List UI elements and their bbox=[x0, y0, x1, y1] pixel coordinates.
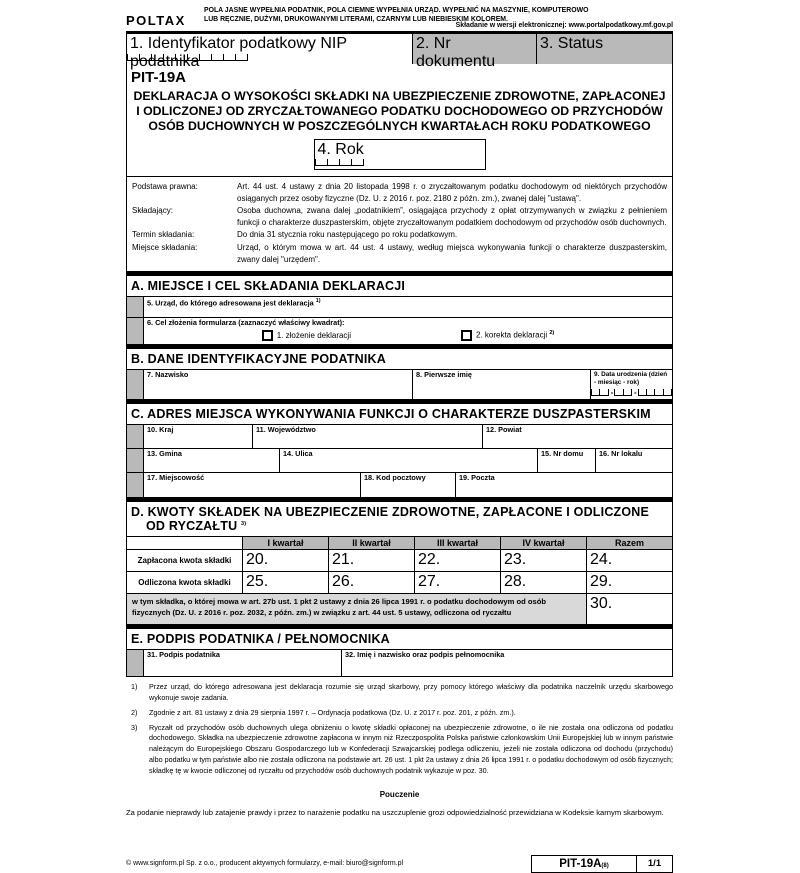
field-19-poczta[interactable] bbox=[455, 473, 672, 497]
field-6-options bbox=[147, 330, 669, 341]
field-28[interactable] bbox=[500, 572, 586, 593]
field-10-label: 10. Kraj bbox=[147, 425, 174, 435]
section-c-gray-stub bbox=[127, 449, 144, 472]
rok-field-wrap bbox=[127, 139, 672, 170]
status-field bbox=[536, 34, 672, 64]
checkbox-korekta-label: 2. korekta deklaracji $^{2)}$ bbox=[475, 330, 555, 340]
address-row-1 bbox=[127, 424, 672, 448]
field-14-ulica[interactable] bbox=[279, 449, 537, 472]
rok-field-label: 4. Rok bbox=[317, 141, 364, 158]
footnote-1-text: Przez urząd, do którego adresowana jest deklaracja rozumie się urząd skarbowy, przy pomocy którego właściwy dla podatnika naczelnik urzędu skarbowego wykonuje swoje zadania. bbox=[149, 682, 673, 702]
declaration-title-line2: I ODLICZONEJ OD ZRYCZAŁTOWANEGO PODATKU DOCHODOWEGO OD PRZYCHODÓW bbox=[136, 104, 663, 118]
field-21-number: 21. bbox=[332, 551, 355, 569]
footer-page-indicator: 1/1 bbox=[636, 856, 672, 872]
footnote-ref-1: 1) bbox=[315, 298, 321, 305]
option-korekta-deklaracji[interactable] bbox=[461, 330, 554, 341]
field-25-number: 25. bbox=[246, 573, 269, 591]
field-12-label: 12. Powiat bbox=[486, 425, 522, 435]
comb-cell bbox=[623, 389, 632, 396]
comb-separator: - bbox=[610, 388, 614, 398]
field-18-kod-pocztowy[interactable] bbox=[360, 473, 455, 497]
nip-field-label: 1. Identyfikator podatkowy NIP podatnika bbox=[130, 35, 347, 70]
field-22[interactable] bbox=[414, 550, 500, 571]
field-27-number: 27. bbox=[418, 573, 441, 591]
nip-comb-input[interactable] bbox=[127, 54, 412, 61]
field-10-kraj[interactable] bbox=[144, 425, 252, 448]
legal-desc: Do dnia 31 stycznia roku następującego po roku podatkowym. bbox=[237, 230, 458, 240]
declaration-title bbox=[127, 89, 672, 134]
field-13-label: 13. Gmina bbox=[147, 449, 182, 459]
field-5-label: 5. Urząd, do którego adresowana jest deklaracja $^{1)}$ bbox=[147, 298, 321, 308]
field-9-data-urodzenia[interactable] bbox=[590, 370, 672, 399]
section-c-heading: C. ADRES MIEJSCA WYKONYWANIA FUNKCJI O CHARAKTERZE DUSZPASTERSKIM bbox=[131, 407, 651, 422]
field-27[interactable] bbox=[414, 572, 500, 593]
field-7-8-9-row bbox=[127, 369, 672, 399]
field-9-label: 9. Data urodzenia (dzień - miesiąc - rok) bbox=[594, 371, 668, 386]
section-a-gray-stub bbox=[127, 318, 144, 344]
field-23-number: 23. bbox=[504, 551, 527, 569]
legal-desc: Urząd, o którym mowa w art. 44 ust. 4 ustawy, według miejsca wykonywania funkcji o charakterze duszpasterskim, zwany dalej "urzędem". bbox=[237, 242, 667, 264]
section-a-heading: A. MIEJSCE I CEL SKŁADANIA DEKLARACJI bbox=[131, 279, 406, 294]
field-26-number: 26. bbox=[332, 573, 355, 591]
footnote-3-text: Ryczałt od przychodów osób duchownych ulega obniżeniu o kwotę składki opłaconej na ubezpieczenie zdrowotne, o ile nie została ona odliczona od podatku dochodowego. Składka na ubezpieczenie zdrowotne zapłacona w innym niż Rzeczpospolita Polska państwie członkowskim Unii Europejskiej lub w innym państwie należącym do Europejskiego Obszaru Gospodarczego lub w Konfederacji Szwajcarskiej podlega odliczeniu, jeżeli nie została odliczona od dochodu (przychodu) albo podatku w tym państwie albo nie została odliczona na podstawie art. 26 ust. 1 pkt 2a ustawy z dnia 26 lipca 1991 r. o podatku dochodowym od osób fizycznych; składkę tę w kwocie odliczonej od ryczałtu od przychodów osób duchownych podatnik wykazuje w poz. 30. bbox=[149, 722, 673, 775]
field-19-label: 19. Poczta bbox=[459, 473, 495, 483]
form-bordered-body bbox=[126, 34, 673, 677]
field-24[interactable] bbox=[586, 550, 672, 571]
declaration-title-line1: DEKLARACJA O WYSOKOŚCI SKŁADKI NA UBEZPIECZENIE ZDROWOTNE, ZAPŁACONEJ bbox=[133, 89, 666, 103]
footnote-ref-3: 3) bbox=[241, 521, 247, 527]
birthdate-comb-input[interactable] bbox=[591, 389, 672, 396]
footer-form-version: (8) bbox=[601, 862, 609, 869]
field-30-description: w tym składka, o której mowa w art. 27b ust. 1 pkt 2 ustawy z dnia 26 lipca 1991 r. o podatku dochodowym od osób fizycznych (Dz. U. z 2016 r. poz. 2032, z późn. zm.) w związku z art. 44 ust. 5 ustawy, odliczona od ryczałtu bbox=[127, 594, 586, 624]
form-code-title: PIT-19A bbox=[131, 69, 187, 86]
legal-info-block bbox=[127, 176, 672, 271]
comb-cell bbox=[599, 389, 608, 396]
field-23[interactable] bbox=[500, 550, 586, 571]
legal-term: Miejsce składania: bbox=[132, 242, 198, 252]
col-header-q2: II kwartał bbox=[328, 537, 414, 549]
rok-field[interactable] bbox=[314, 139, 486, 170]
zaplacona-row-label: Zapłacona kwota składki bbox=[137, 556, 232, 566]
odliczona-row-label: Odliczona kwota składki bbox=[138, 578, 231, 588]
field-13-gmina[interactable] bbox=[144, 449, 279, 472]
page-footer bbox=[126, 855, 673, 873]
section-e-gray-stub bbox=[127, 650, 144, 676]
footnote-3 bbox=[126, 723, 673, 777]
footnote-ref-2: 2) bbox=[549, 330, 555, 337]
field-11-wojewodztwo[interactable] bbox=[252, 425, 482, 448]
legal-desc: Osoba duchowna, zwana dalej „podatnikiem”, osiągająca przychody z opłat otrzymywanych w związku z pełnieniem funkcji o charakterze duszpasterskim, objęte zryczałtowanym podatkiem dochodowym od przychodów osób duchownych. bbox=[237, 206, 667, 227]
field-12-powiat[interactable] bbox=[482, 425, 672, 448]
poltax-logo: POLTAX bbox=[126, 13, 186, 28]
col-header-q3: III kwartał bbox=[414, 537, 500, 549]
field-8-imie[interactable] bbox=[412, 370, 590, 399]
field-25[interactable] bbox=[242, 572, 328, 593]
field-30[interactable] bbox=[586, 594, 672, 624]
section-b-gray-stub bbox=[127, 370, 144, 399]
section-b-heading: B. DANE IDENTYFIKACYJNE PODATNIKA bbox=[131, 352, 386, 367]
document-number-label: 2. Nr dokumentu bbox=[416, 35, 496, 70]
checkbox-zlozenie-label: 1. złożenie deklaracji bbox=[276, 330, 351, 340]
field-21[interactable] bbox=[328, 550, 414, 571]
section-c-gray-stub bbox=[127, 425, 144, 448]
footnote-1 bbox=[126, 682, 673, 704]
field-32-podpis-pelnomocnika[interactable] bbox=[341, 650, 672, 676]
field-11-label: 11. Województwo bbox=[256, 425, 316, 435]
field-6-row bbox=[127, 317, 672, 344]
rok-comb-input[interactable] bbox=[315, 159, 485, 166]
legal-term: Termin składania: bbox=[132, 230, 195, 240]
document-number-field bbox=[412, 34, 536, 70]
footer-form-code: PIT-19A(8) bbox=[559, 857, 609, 870]
section-d-heading-line2: OD RYCZAŁTU $^{3)}$ bbox=[146, 519, 247, 534]
form-body bbox=[126, 7, 673, 873]
checkbox-zlozenie-icon[interactable] bbox=[262, 330, 273, 341]
field-8-label: 8. Pierwsze imię bbox=[416, 370, 472, 380]
footnote-3-marker: 3) bbox=[131, 722, 138, 732]
field-6-cel bbox=[144, 318, 672, 344]
filling-instructions: POLA JASNE WYPEŁNIA PODATNIK, POLA CIEMNE WYPEŁNIA URZĄD. WYPEŁNIĆ NA MASZYNIE, KOMPUTEROWO LUB RĘCZNIE, DUŻYMI, DRUKOWANYMI LITERAMI, CZARNYM LUB NIEBIESKIM KOLOREM. bbox=[204, 7, 589, 23]
field-14-label: 14. Ulica bbox=[283, 449, 313, 459]
field-16-nr-lokalu[interactable] bbox=[595, 449, 672, 472]
field-20[interactable] bbox=[242, 550, 328, 571]
field-15-label: 15. Nr domu bbox=[541, 449, 584, 459]
pouczenie-text: Za podanie nieprawdy lub zatajenie prawdy i przez to narażenie podatku na uszczuplenie grozi odpowiedzialność przewidziana w Kodeksie karnym skarbowym. bbox=[126, 807, 664, 817]
checkbox-korekta-icon[interactable] bbox=[461, 330, 472, 341]
odliczona-row bbox=[127, 571, 672, 593]
field-22-number: 22. bbox=[418, 551, 441, 569]
field-29[interactable] bbox=[586, 572, 672, 593]
field-17-miejscowosc[interactable] bbox=[144, 473, 360, 497]
field-7-nazwisko[interactable] bbox=[144, 370, 412, 399]
legal-row-miejsce bbox=[132, 242, 667, 265]
comb-separator: - bbox=[633, 388, 637, 398]
legal-term: Składający: bbox=[132, 206, 173, 216]
field-30-number: 30. bbox=[590, 595, 613, 613]
footnote-1-marker: 1) bbox=[131, 682, 138, 692]
comb-cell bbox=[351, 159, 364, 166]
field-30-row bbox=[127, 593, 672, 624]
pouczenie-block bbox=[126, 790, 673, 817]
identification-row bbox=[127, 34, 672, 70]
section-d-heading-line1: D. KWOTY SKŁADEK NA UBEZPIECZENIE ZDROWOTNE, ZAPŁACONE I ODLICZONE bbox=[131, 505, 650, 520]
field-31-podpis-podatnika[interactable] bbox=[144, 650, 341, 676]
signature-row bbox=[127, 649, 672, 676]
form-code-box bbox=[531, 855, 673, 873]
col-header-q4: IV kwartał bbox=[500, 537, 586, 549]
status-label: 3. Status bbox=[540, 35, 604, 52]
address-row-2 bbox=[127, 448, 672, 472]
field-31-label: 31. Podpis podatnika bbox=[147, 650, 220, 660]
section-a-gray-stub bbox=[127, 297, 144, 317]
footnote-2-text: Zgodnie z art. 81 ustawy z dnia 29 sierpnia 1997 r. – Ordynacja podatkowa (Dz. U. z 2017 r. poz. 201, z późn. zm.). bbox=[149, 707, 516, 717]
pouczenie-heading: Pouczenie bbox=[379, 789, 420, 799]
field-6-label: 6. Cel złożenia formularza (zaznaczyć właściwy kwadrat): bbox=[147, 318, 345, 328]
legal-row-termin bbox=[132, 229, 667, 241]
field-32-label: 32. Imię i nazwisko oraz podpis pełnomocnika bbox=[345, 650, 505, 660]
field-17-label: 17. Miejscowość bbox=[147, 473, 205, 483]
field-29-number: 29. bbox=[590, 573, 613, 591]
col-header-q1: I kwartał bbox=[242, 537, 328, 549]
zaplacona-row bbox=[127, 549, 672, 571]
copyright-note: © www.signform.pl Sp. z o.o., producent aktywnych formularzy, e-mail: biuro@signform.pl bbox=[126, 860, 404, 868]
col-header-razem: Razem bbox=[586, 537, 672, 549]
option-zlozenie-deklaracji[interactable] bbox=[262, 330, 351, 341]
field-24-number: 24. bbox=[590, 551, 613, 569]
field-26[interactable] bbox=[328, 572, 414, 593]
section-e-heading: E. PODPIS PODATNIKA / PEŁNOMOCNIKA bbox=[131, 632, 390, 647]
field-28-number: 28. bbox=[504, 573, 527, 591]
section-c-gray-stub bbox=[127, 473, 144, 497]
nip-field[interactable] bbox=[127, 34, 412, 70]
legal-desc: Art. 44 ust. 4 ustawy z dnia 20 listopada 1998 r. o zryczałtowanym podatku dochodowym od niektórych przychodów osiąganych przez osoby fizyczne (Dz. U. z 2016 r. poz. 2180 z późn. zm.), zwanej dalej "ustawą". bbox=[237, 182, 667, 203]
address-row-3 bbox=[127, 472, 672, 497]
field-15-nr-domu[interactable] bbox=[537, 449, 595, 472]
section-d-heading bbox=[127, 502, 672, 536]
declaration-title-line3: OSÓB DUCHOWNYCH W POSZCZEGÓLNYCH KWARTAŁACH ROKU PODATKOWEGO bbox=[148, 119, 651, 133]
comb-cell bbox=[235, 54, 248, 61]
efiling-note: Składanie w wersji elektronicznej: www.portalpodatkowy.mf.gov.pl bbox=[455, 22, 673, 29]
field-7-label: 7. Nazwisko bbox=[147, 370, 189, 380]
masthead bbox=[126, 7, 673, 30]
field-16-label: 16. Nr lokalu bbox=[599, 449, 643, 459]
legal-row-skladajacy bbox=[132, 205, 667, 228]
field-18-label: 18. Kod pocztowy bbox=[364, 473, 426, 483]
footnotes-block bbox=[126, 682, 673, 776]
quarters-header-empty-cell bbox=[127, 537, 242, 549]
field-5-urzad[interactable] bbox=[144, 297, 672, 317]
comb-cell bbox=[663, 389, 672, 396]
legal-row-podstawa bbox=[132, 181, 667, 204]
field-5-row bbox=[127, 296, 672, 317]
footnote-2 bbox=[126, 708, 673, 719]
quarters-header-row bbox=[127, 536, 672, 549]
field-20-number: 20. bbox=[246, 551, 269, 569]
legal-term: Podstawa prawna: bbox=[132, 182, 198, 191]
footnote-2-marker: 2) bbox=[131, 707, 138, 717]
